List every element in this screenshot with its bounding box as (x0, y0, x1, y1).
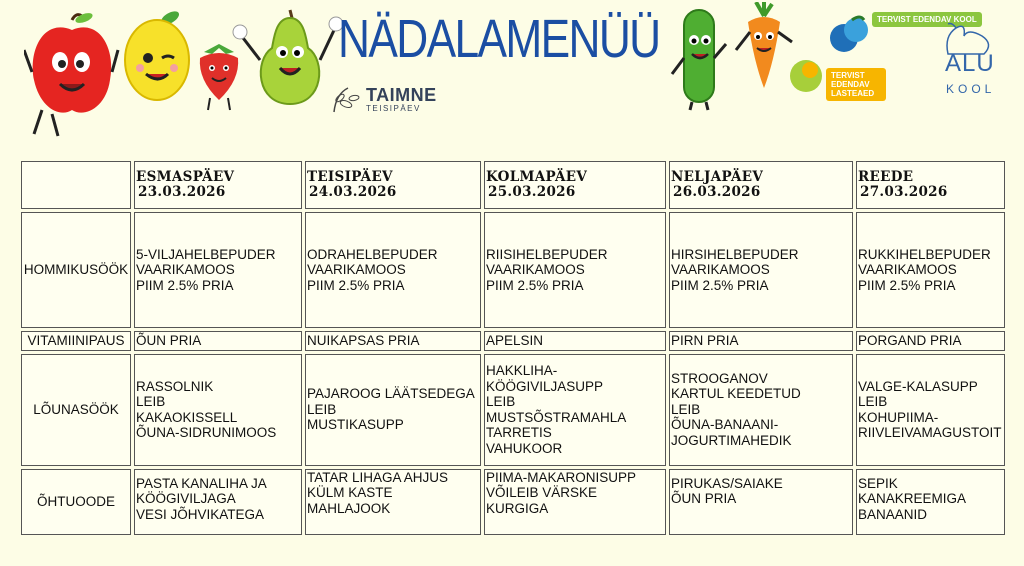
menu-item: LEIB (858, 394, 888, 409)
day-date: 25.03.2026 (488, 184, 576, 200)
menu-cell (856, 331, 1005, 351)
day-date: 24.03.2026 (309, 184, 397, 200)
menu-item: KAKAOKISSELL (136, 409, 238, 425)
menu-item: STROOGANOV (671, 370, 768, 386)
menu-item: ÕUNA-SIDRUNIMOOS (136, 425, 277, 440)
menu-cell (305, 469, 481, 535)
menu-item: RUKKIHELBEPUDER (858, 246, 991, 262)
school-sub: KOOL (946, 82, 996, 96)
menu-cell (669, 469, 853, 535)
menu-item: LEIB (136, 394, 166, 409)
menu-item: MUSTSÕSTRAMAHLA (486, 409, 627, 425)
menu-item: PIIM 2.5% PRIA (307, 277, 405, 293)
menu-item: SEPIK (858, 475, 898, 491)
row-label: HOMMIKUSÖÖK (21, 212, 131, 328)
herb-leaf-icon (328, 84, 362, 114)
menu-item: PIIM 2.5% PRIA (486, 277, 584, 293)
menu-item: LEIB (671, 401, 701, 417)
day-date: 27.03.2026 (860, 184, 948, 200)
menu-item: ODRAHELBEPUDER (307, 246, 438, 262)
table-row (21, 331, 1005, 351)
menu-cell (484, 331, 666, 351)
header (0, 0, 1024, 150)
menu-item: KÖÖGIVILJAGA (136, 491, 236, 506)
menu-cell (134, 469, 302, 535)
menu-item: LEIB (307, 401, 337, 417)
menu-item: TATAR LIHAGA AHJUS (307, 469, 449, 485)
day-name: ESMASPÄEV (136, 168, 235, 185)
school-name: ALU (945, 50, 995, 77)
menu-item: RIIVLEIVAMAGUSTOIT (858, 425, 1002, 440)
menu-cell (305, 354, 481, 466)
day-name: REEDE (858, 168, 914, 185)
menu-cell (134, 331, 302, 351)
menu-item: VAARIKAMOOS (671, 262, 770, 278)
lemon-mascot-icon (122, 8, 192, 104)
table-row (21, 354, 1005, 466)
menu-item: PIIM 2.5% PRIA (858, 277, 956, 293)
menu-item: HAKKLIHA- (486, 363, 558, 378)
subtitle (328, 84, 437, 114)
menu-item: VAARIKAMOOS (858, 262, 957, 278)
menu-cell (669, 354, 853, 466)
table-row (21, 212, 1005, 328)
menu-item: 5-VILJAHELBEPUDER (136, 246, 276, 262)
menu-item: KÜLM KASTE (307, 485, 393, 500)
subtitle-sub: TEISIPÄEV (366, 103, 421, 113)
menu-item: APELSIN (486, 333, 544, 348)
apple-mascot-icon (24, 10, 120, 138)
menu-item: KANAKREEMIGA (858, 491, 967, 506)
menu-cell (856, 469, 1005, 535)
menu-item: TARRETIS (486, 425, 552, 440)
menu-item: MUSTIKASUPP (307, 417, 404, 433)
menu-item: VESI JÕHVIKATEGA (136, 506, 265, 522)
menu-cell (305, 212, 481, 328)
menu-item: RASSOLNIK (136, 378, 214, 394)
table-row (21, 469, 1005, 535)
day-header (484, 161, 666, 209)
menu-item: KOHUPIIMA- (858, 409, 939, 425)
menu-item: PASTA KANALIHA JA (136, 475, 267, 491)
corner-cell (21, 161, 131, 209)
menu-item: VAHUKOOR (486, 440, 563, 456)
day-name: KOLMAPÄEV (486, 168, 588, 185)
menu-item: MAHLAJOOK (307, 500, 391, 516)
menu-item: KÖÖGIVILJASUPP (486, 378, 604, 394)
menu-item: PIIM 2.5% PRIA (671, 277, 769, 293)
menu-item: PAJAROOG LÄÄTSEDEGA (307, 386, 475, 402)
cucumber-mascot-icon (670, 4, 728, 112)
health-kindergarten-badge: TERVIST EDENDAV LASTEAED (826, 68, 886, 101)
menu-table (18, 158, 1008, 538)
menu-item: PIRN PRIA (671, 333, 739, 348)
menu-cell (856, 212, 1005, 328)
day-name: TEISIPÄEV (307, 168, 393, 185)
menu-cell (484, 354, 666, 466)
day-header (669, 161, 853, 209)
table-header-row (21, 161, 1005, 209)
menu-item: KURGIGA (486, 500, 549, 516)
row-label: LÕUNASÖÖK (21, 354, 131, 466)
day-name: NELJAPÄEV (671, 168, 764, 185)
day-header (305, 161, 481, 209)
menu-item: PIIMA-MAKARONISUPP (486, 469, 637, 485)
menu-item: VÕILEIB VÄRSKE (486, 485, 598, 500)
menu-cell (484, 212, 666, 328)
day-header (856, 161, 1005, 209)
menu-item: ÕUN PRIA (671, 491, 737, 506)
day-date: 23.03.2026 (138, 184, 226, 200)
carrot-mascot-icon (734, 2, 794, 94)
menu-item: PIIM 2.5% PRIA (136, 277, 234, 293)
menu-item: VAARIKAMOOS (307, 262, 406, 278)
menu-cell (305, 331, 481, 351)
menu-item: ÕUNA-BANAANI- (671, 417, 779, 433)
menu-item: NUIKAPSAS PRIA (307, 333, 420, 348)
menu-item: VALGE-KALASUPP (858, 378, 978, 394)
menu-item: PIRUKAS/SAIAKE (671, 475, 783, 491)
menu-item: RIISIHELBEPUDER (486, 246, 608, 262)
day-date: 26.03.2026 (673, 184, 761, 200)
subtitle-main: TAIMNE (366, 84, 437, 105)
health-kindergarten-logo-icon (786, 54, 828, 96)
menu-item: LEIB (486, 394, 516, 409)
menu-item: VAARIKAMOOS (486, 262, 585, 278)
menu-item: KARTUL KEEDETUD (671, 386, 801, 402)
day-header (134, 161, 302, 209)
page-title: NÄDALAMENÜÜ (338, 9, 660, 69)
menu-item: PORGAND PRIA (858, 333, 962, 348)
menu-item: ÕUN PRIA (136, 333, 202, 348)
menu-item: HIRSIHELBEPUDER (671, 246, 799, 262)
health-school-badge: TERVIST EDENDAV KOOL (872, 12, 982, 27)
menu-cell (134, 354, 302, 466)
menu-cell (484, 469, 666, 535)
menu-item: JOGURTIMAHEDIK (671, 432, 792, 448)
menu-cell (669, 331, 853, 351)
row-label: ÕHTUOODE (21, 469, 131, 535)
menu-cell (134, 212, 302, 328)
row-label: VITAMIINIPAUS (21, 331, 131, 351)
menu-item: BANAANID (858, 506, 928, 522)
menu-cell (669, 212, 853, 328)
health-school-logo-icon (826, 12, 874, 56)
menu-item: VAARIKAMOOS (136, 262, 235, 278)
menu-cell (856, 354, 1005, 466)
